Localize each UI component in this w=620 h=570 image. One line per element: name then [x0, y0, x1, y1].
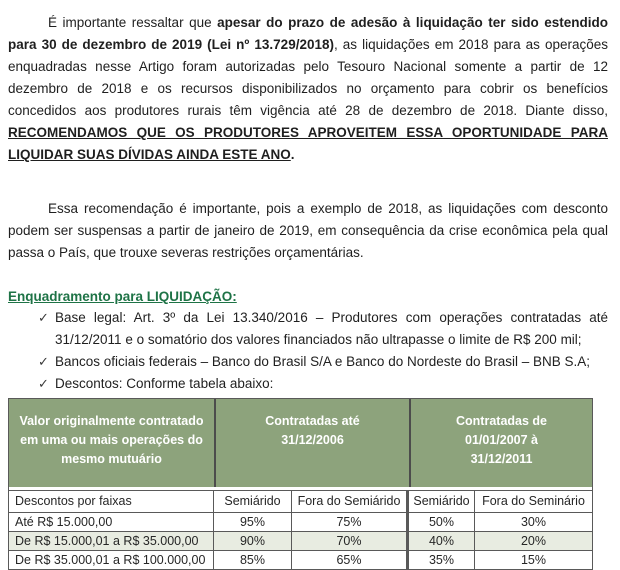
- header-cell-valor-contratado: [9, 399, 214, 487]
- discount-table: [8, 398, 593, 570]
- table-row-15000-35000: [9, 531, 592, 550]
- bullet-item-base-legal: [8, 307, 608, 351]
- row-value: 40%: [409, 532, 475, 550]
- subheader-descontos-faixas: Descontos por faixas: [9, 491, 214, 512]
- header-cell-contratadas-ate-2006: [214, 399, 409, 487]
- row-value: 65%: [292, 551, 409, 569]
- sentence-period: .: [290, 147, 295, 162]
- bullet-list: [8, 307, 608, 395]
- check-icon: ✓: [38, 354, 49, 369]
- row-value: 70%: [292, 532, 409, 550]
- table-row-ate-15000: [9, 512, 592, 531]
- header-line: 31/12/2011: [470, 452, 533, 466]
- paragraph-intro: [8, 12, 608, 166]
- header-line: Contratadas de: [456, 414, 547, 428]
- row-value: 85%: [214, 551, 292, 569]
- bullet-item-descontos: [8, 373, 608, 395]
- deadline-extension-bold-text: apesar do prazo de adesão à liquidação ter sido estendido para 30 de dezembro de 2019 (Lei nº 13.729/2018): [8, 15, 608, 52]
- context-text: Essa recomendação é importante, pois a exemplo de 2018, as liquidações com desconto podem ser suspensas a partir de janeiro de 2019, em consequência da crise econômica pela qual passa o País, que trouxe severas restrições orçamentárias.: [8, 201, 608, 260]
- row-label: Até R$ 15.000,00: [9, 513, 214, 531]
- row-value: 30%: [520, 515, 547, 529]
- intro-body-text: , as liquidações em 2018 para as operações enquadradas nesse Artigo foram autorizadas pelo Tesouro Nacional somente a partir de 12 dezembro de 2018 e os recursos disponibilizados no orçamento para cobrir os benefícios concedidos aos produtores rurais têm vigência até 28 de dezembro de 2018. Diante disso,: [8, 37, 608, 118]
- header-line: 31/12/2006: [281, 433, 344, 447]
- check-icon: ✓: [38, 310, 49, 325]
- row-value: 75%: [292, 513, 409, 531]
- subheader-semiarido-2007: Semiárido: [409, 491, 475, 512]
- row-value: 35%: [409, 551, 475, 569]
- header-cell-contratadas-2007-2011: [409, 399, 592, 487]
- table-row-35000-100000: [9, 550, 592, 569]
- row-value: 50%: [409, 513, 475, 531]
- bullet-text: Descontos: Conforme tabela abaixo:: [55, 376, 274, 391]
- header-line: Contratadas até: [265, 414, 360, 428]
- table-header-row: [9, 399, 592, 487]
- section-heading: [8, 286, 237, 308]
- row-value: 90%: [214, 532, 292, 550]
- check-icon: ✓: [38, 376, 49, 391]
- bullet-text: Bancos oficiais federais – Banco do Brasil S/A e Banco do Nordeste do Brasil – BNB S.A;: [55, 354, 591, 369]
- header-cell-valor-text: Valor originalmente contratado em uma ou mais operações do mesmo mutuário: [19, 414, 204, 466]
- row-value: 20%: [520, 534, 547, 548]
- header-line: 01/01/2007 à: [465, 433, 538, 447]
- table-subheader-row: [9, 490, 592, 512]
- row-value: 15%: [520, 553, 547, 567]
- subheader-fora-seminario-2007: Fora do Seminário: [482, 494, 585, 508]
- row-label: De R$ 35.000,01 a R$ 100.000,00: [9, 551, 214, 569]
- section-heading-text: Enquadramento para LIQUIDAÇÃO:: [8, 289, 237, 304]
- intro-lead-text: É importante ressaltar que: [48, 15, 218, 30]
- row-value: 95%: [214, 513, 292, 531]
- paragraph-context: [8, 198, 608, 264]
- row-label: De R$ 15.000,01 a R$ 35.000,00: [9, 532, 214, 550]
- subheader-semiarido-2006: Semiárido: [214, 491, 292, 512]
- bullet-item-bancos: [8, 351, 608, 373]
- bullet-text: Base legal: Art. 3º da Lei 13.340/2016 – Produtores com operações contratadas até 31/12/2011 e o somatório dos valores financiados não ultrapasse o limite de R$ 200 mil;: [55, 310, 608, 347]
- recommendation-emphasis-text: RECOMENDAMOS QUE OS PRODUTORES APROVEITEM ESSA OPORTUNIDADE PARA LIQUIDAR SUAS DÍVIDAS AINDA ESTE ANO: [8, 125, 608, 162]
- subheader-fora-semiarido-2006: Fora do Semiárido: [292, 491, 409, 512]
